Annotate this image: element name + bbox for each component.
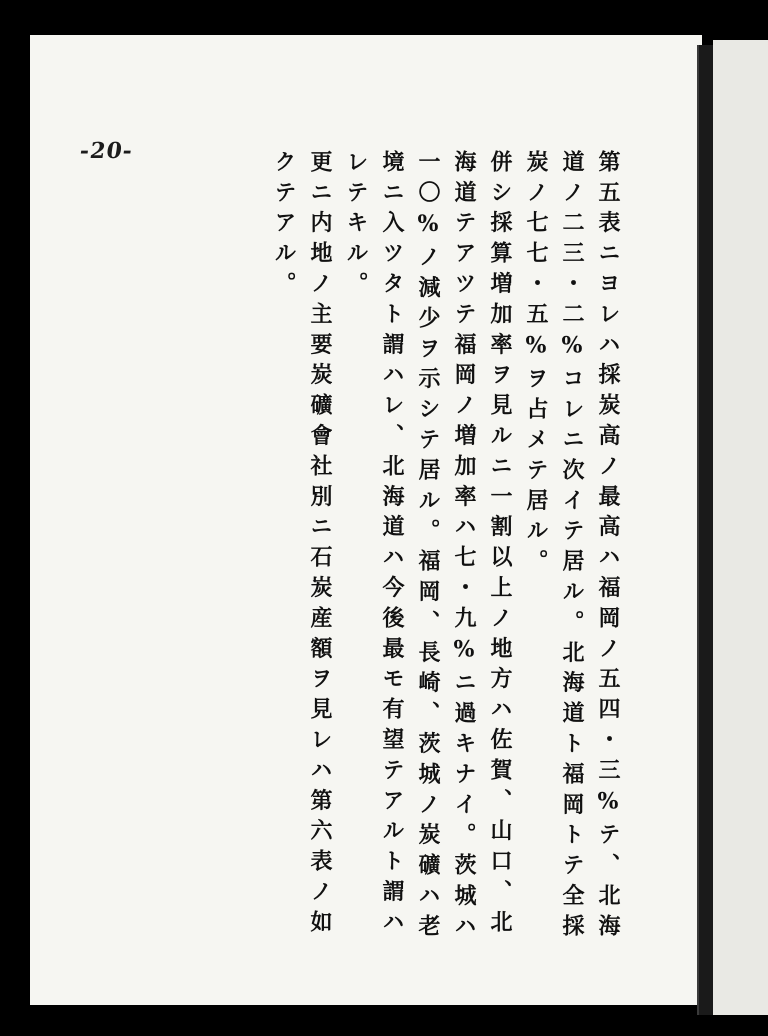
next-page-edge — [713, 40, 768, 1015]
paragraph-1: 第五表ニヨレハ採炭高ノ最高ハ福岡ノ五四・三%テ、北海道ノ二三・二%コレニ次イテ居ル。北海道ト福岡トテ全採炭ノ七七・五%ヲ占メテ居ル。 — [523, 150, 621, 945]
vertical-text-body — [271, 150, 626, 950]
page-number: -20- — [78, 138, 135, 164]
paragraph-2: 併シ採算増加率ヲ見ルニ一割以上ノ地方ハ佐賀、山口、北海道テアツテ福岡ノ増加率ハ七・九%ニ過キナイ。茨城ハ一〇%ノ減少ヲ示シテ居ル。福岡、長崎、茨城ノ炭礦ハ老境ニ入ツタト謂ハレ、北海道ハ今後最モ有望テアルト謂ハレテキル。 — [343, 150, 513, 945]
paragraph-3: 更ニ内地ノ主要炭礦會社別ニ石炭産額ヲ見レハ第六表ノ如クテアル。 — [271, 150, 333, 941]
